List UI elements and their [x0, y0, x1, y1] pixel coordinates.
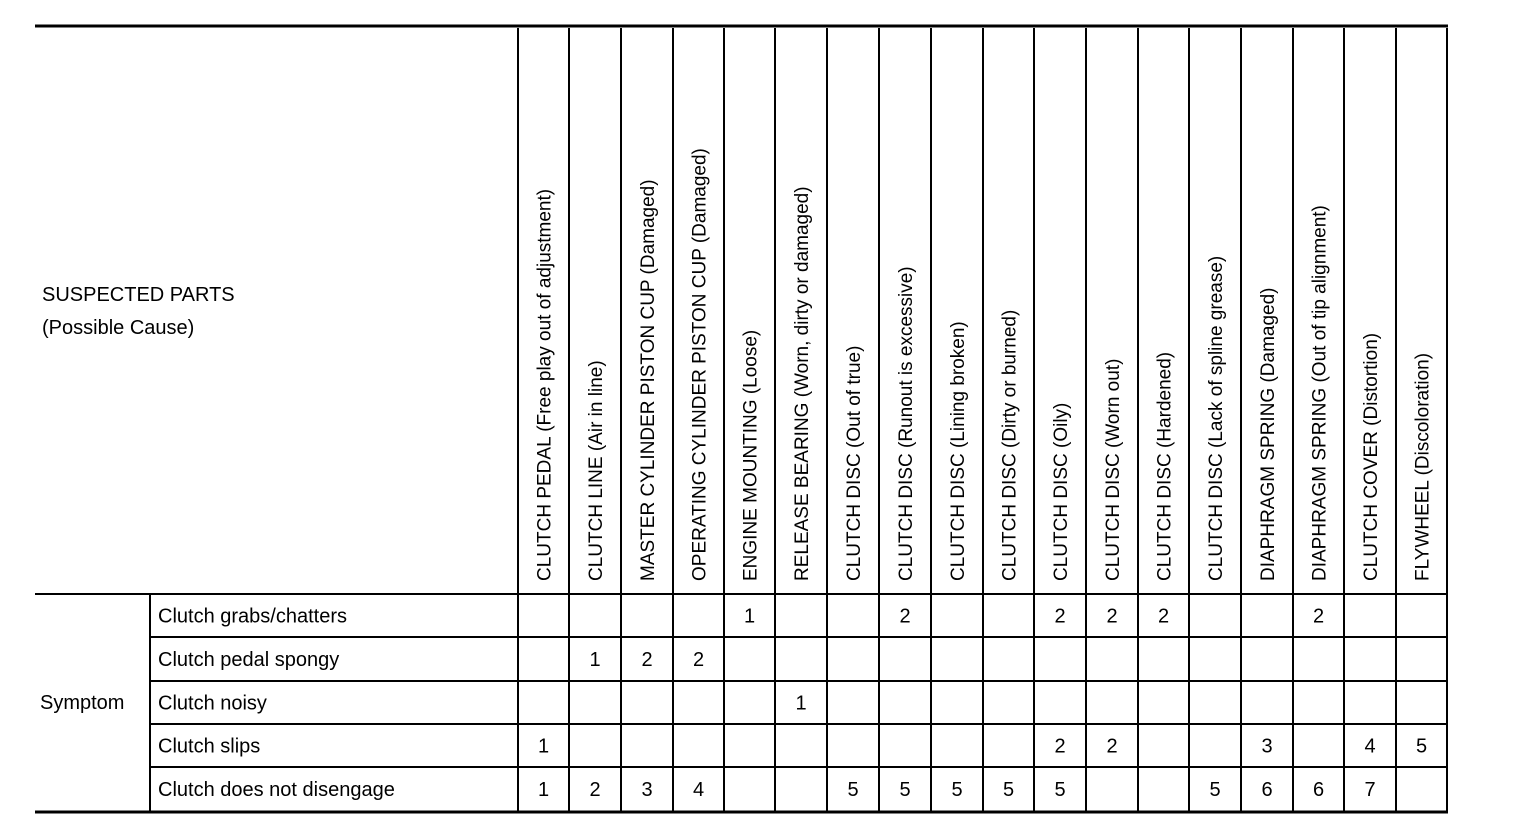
table-cell: 5: [951, 779, 963, 801]
table-cell: 3: [641, 779, 653, 801]
table-cell: 2: [899, 605, 911, 628]
row-symptom-label: Clutch pedal spongy: [158, 649, 340, 671]
column-header: CLUTCH DISC (Dirty or burned): [999, 309, 1021, 581]
table-cell: 4: [692, 779, 705, 801]
table-cell: 5: [1054, 779, 1066, 801]
column-header: CLUTCH DISC (Lining broken): [948, 321, 969, 581]
column-header: CLUTCH DISC (Lack of spline grease): [1206, 255, 1227, 581]
column-header: DIAPHRAGM SPRING (Damaged): [1258, 287, 1279, 581]
table-cell: 2: [1312, 605, 1325, 628]
table-cell: 5: [1002, 779, 1015, 801]
table-cell: 1: [743, 605, 756, 628]
column-header: CLUTCH LINE (Air in line): [586, 360, 607, 581]
table-cell: 7: [1364, 779, 1376, 801]
header-title: SUSPECTED PARTS: [42, 284, 235, 306]
table-cell: 5: [847, 779, 859, 801]
table-cell: 3: [1261, 735, 1273, 758]
column-header: MASTER CYLINDER PISTON CUP (Damaged): [638, 179, 659, 581]
table-cell: 2: [589, 779, 601, 801]
table-cell: 2: [1106, 735, 1118, 758]
column-header: DIAPHRAGM SPRING (Out of tip alignment): [1309, 205, 1331, 581]
header-subtitle: (Possible Cause): [42, 317, 195, 339]
table-cell: 5: [1209, 779, 1221, 801]
row-symptom-label: Clutch does not disengage: [158, 779, 395, 801]
table-cell: 5: [1415, 735, 1428, 758]
column-header: CLUTCH PEDAL (Free play out of adjustment): [534, 188, 556, 581]
column-header: CLUTCH DISC (Runout is excessive): [896, 266, 917, 581]
table-cell: 6: [1312, 779, 1325, 801]
table-cell: 1: [589, 649, 601, 671]
row-labels: [158, 606, 395, 802]
column-header: OPERATING CYLINDER PISTON CUP (Damaged): [689, 148, 711, 581]
table-cell: 2: [1157, 605, 1170, 628]
table-cell: 2: [641, 649, 653, 671]
table-cell: 2: [1106, 605, 1118, 628]
column-header: RELEASE BEARING (Worn, dirty or damaged): [792, 186, 813, 581]
table-cell: 2: [692, 649, 705, 671]
column-header: ENGINE MOUNTING (Loose): [740, 329, 762, 581]
table-cell: 6: [1261, 779, 1273, 801]
column-header: CLUTCH DISC (Oily): [1051, 402, 1072, 581]
table-cell: 1: [537, 779, 550, 801]
column-header: CLUTCH DISC (Worn out): [1103, 358, 1124, 581]
column-header: CLUTCH DISC (Hardened): [1154, 351, 1176, 581]
row-symptom-label: Clutch grabs/chatters: [158, 605, 347, 628]
table-cell: 1: [537, 735, 550, 758]
column-header: CLUTCH DISC (Out of true): [844, 345, 865, 581]
row-symptom-label: Clutch slips: [158, 735, 261, 758]
table-cell: 4: [1364, 735, 1376, 758]
table-cell: 1: [795, 692, 807, 715]
column-header: FLYWHEEL (Discoloration): [1412, 352, 1434, 581]
table-cell: 2: [1054, 605, 1066, 628]
row-symptom-label: Clutch noisy: [158, 692, 267, 715]
table-cell: 2: [1054, 735, 1066, 758]
symptom-label: Symptom: [40, 692, 125, 714]
column-header: CLUTCH COVER (Distortion): [1361, 332, 1382, 581]
table-cell: 5: [899, 779, 911, 801]
